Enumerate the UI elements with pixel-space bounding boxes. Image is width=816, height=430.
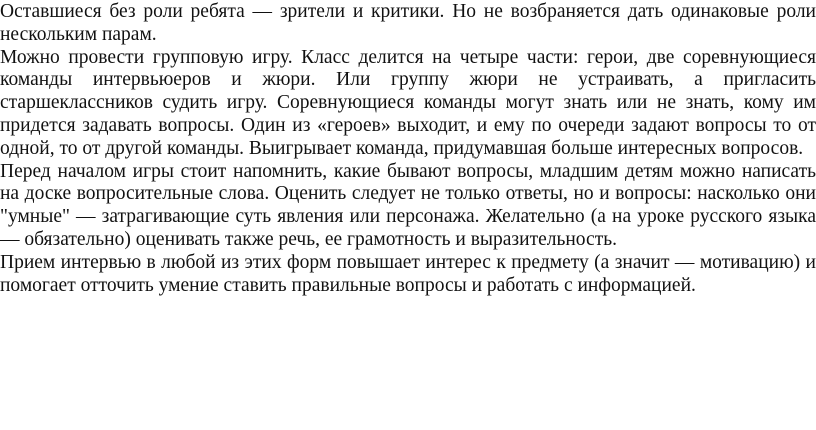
paragraph-1: Оставшиеся без роли ребята — зрители и критики. Но не возбраняется дать одинаковые роли нескольким парам. (0, 1, 816, 45)
paragraph-2: Можно провести групповую игру. Класс делится на четыре части: герои, две соревнующиеся команды интервьюеров и жюри. Или группу жюри не устраивать, а пригласить старшеклассников судить игру. Соревнующиеся команды могут знать или не знать, кому им придется задавать вопросы. Один из «героев» выходит, и ему по очереди задают вопросы то от одной, то от другой команды. Выигрывает команда, придумавшая больше интересных вопросов. (0, 46, 816, 159)
paragraph-3: Перед началом игры стоит напомнить, какие бывают вопросы, младшим детям можно написать на доске вопросительные слова. Оценить следует не только ответы, но и вопросы: насколько они "умные" — затрагивающие суть явления или персонажа. Желательно (а на уроке русского языка — обязательно) оценивать также речь, ее грамотность и выразительность. (0, 160, 816, 250)
paragraph-4: Прием интервью в любой из этих форм повышает интерес к предмету (а значит — мотивацию) и помогает отточить умение ставить правильные вопросы и работать с информацией. (0, 251, 816, 296)
